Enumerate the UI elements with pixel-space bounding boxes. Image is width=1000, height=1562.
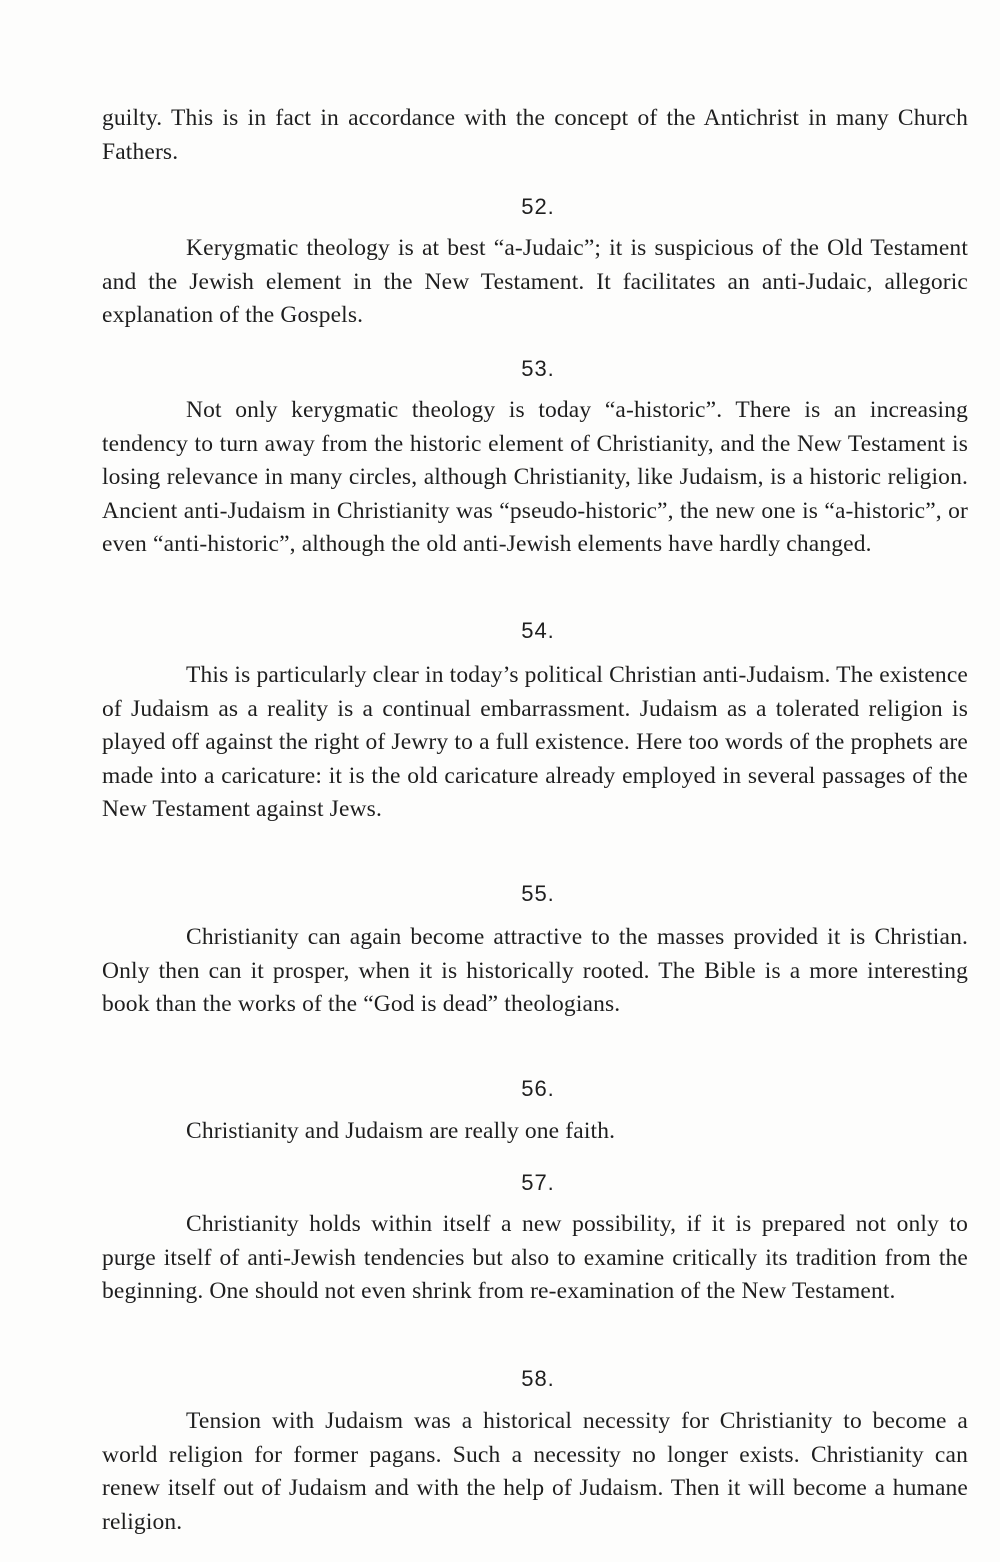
paragraph-57: Christianity holds within itself a new possibility, if it is prepared not only to purge itself of anti-Jewish tendencies but also to examine critically its tradition from the beginning. One should not even shrink from re-examination of the New Testament. — [102, 1211, 968, 1304]
paragraph-58: Tension with Judaism was a historical necessity for Christianity to become a world religion for former pagans. Such a necessity no longer exists. Christianity can renew itself out of Judaism and with the help of Judaism. Then it will become a humane religion. — [102, 1408, 968, 1535]
paragraph-54: This is particularly clear in today’s political Christian anti-Judaism. The existence of Judaism as a reality is a continual embarrassment. Judaism as a tolerated religion is played off against the right of Jewry to a full existence. Here too words of the prophets are made into a caricature: it is the old caricature already employed in several passages of the New Testament against Jews. — [102, 662, 968, 822]
section-number-56: 56. — [521, 1076, 555, 1101]
paragraph-continuation: guilty. This is in fact in accordance with the concept of the Antichrist in many Church Fathers. — [102, 105, 968, 165]
section-number-53: 53. — [521, 356, 555, 381]
paragraph-56: Christianity and Judaism are really one faith. — [186, 1118, 616, 1144]
section-number-57: 57. — [521, 1170, 555, 1195]
paragraph-52: Kerygmatic theology is at best “a-Judaic”; it is suspicious of the Old Testament and the Jewish element in the New Testament. It facilitates an anti-Judaic, allegoric explanation of the Gospels. — [102, 235, 968, 328]
paragraph-53: Not only kerygmatic theology is today “a-historic”. There is an increasing tendency to turn away from the historic element of Christianity, and the New Testament is losing relevance in many circles, although Christianity, like Judaism, is a historic religion. Ancient anti-Judaism in Christianity was “pseudo-historic”, the new one is “a-historic”, or even “anti-historic”, although the old anti-Jewish elements have hardly changed. — [102, 397, 968, 557]
section-number-55: 55. — [521, 881, 555, 906]
section-number-58: 58. — [521, 1366, 555, 1391]
section-number-52: 52. — [521, 194, 555, 219]
paragraph-55: Christianity can again become attractive to the masses provided it is Christian. Only then can it prosper, when it is historically rooted. The Bible is a more interesting book than the works of the “God is dead” theologians. — [102, 924, 968, 1017]
section-number-54: 54. — [521, 618, 555, 643]
